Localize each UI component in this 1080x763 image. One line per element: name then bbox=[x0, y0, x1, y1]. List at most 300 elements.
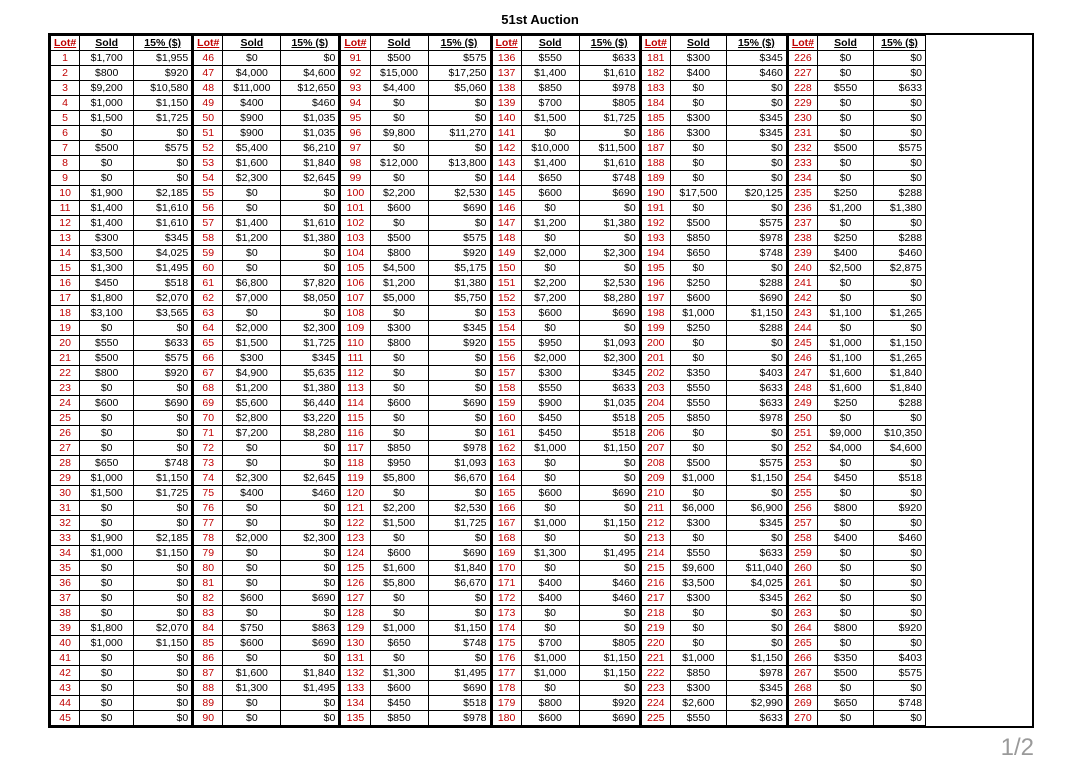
table-row bbox=[340, 561, 490, 576]
sold-amount: $2,300 bbox=[223, 171, 281, 186]
lot-number: 111 bbox=[340, 351, 370, 366]
premium-amount: $1,725 bbox=[134, 486, 192, 501]
premium-amount: $1,840 bbox=[874, 381, 926, 396]
sold-amount: $900 bbox=[521, 396, 579, 411]
lot-number: 253 bbox=[788, 456, 818, 471]
lot-number: 238 bbox=[788, 231, 818, 246]
table-row bbox=[193, 381, 339, 396]
sold-amount: $0 bbox=[370, 381, 428, 396]
table-row bbox=[193, 636, 339, 651]
premium-amount: $0 bbox=[726, 81, 786, 96]
lot-number: 115 bbox=[340, 411, 370, 426]
header-row bbox=[51, 36, 192, 51]
premium-amount: $633 bbox=[726, 711, 786, 726]
table-row bbox=[492, 216, 640, 231]
sold-amount: $17,500 bbox=[670, 186, 726, 201]
premium-amount: $0 bbox=[428, 591, 490, 606]
premium-amount: $0 bbox=[281, 201, 339, 216]
lot-number: 132 bbox=[340, 666, 370, 681]
premium-amount: $4,600 bbox=[281, 66, 339, 81]
sold-amount: $0 bbox=[521, 261, 579, 276]
lot-number: 118 bbox=[340, 456, 370, 471]
lot-number: 77 bbox=[193, 516, 223, 531]
sold-amount: $4,500 bbox=[370, 261, 428, 276]
table-row bbox=[51, 651, 192, 666]
premium-amount: $6,210 bbox=[281, 141, 339, 156]
table-row bbox=[492, 336, 640, 351]
sold-amount: $0 bbox=[223, 201, 281, 216]
premium-amount: $0 bbox=[726, 636, 786, 651]
table-row bbox=[788, 126, 926, 141]
premium-amount: $690 bbox=[134, 396, 192, 411]
lot-number: 79 bbox=[193, 546, 223, 561]
lot-number: 44 bbox=[51, 696, 80, 711]
sold-amount: $0 bbox=[223, 456, 281, 471]
lot-number: 191 bbox=[641, 201, 671, 216]
premium-amount: $1,610 bbox=[134, 201, 192, 216]
lot-number: 123 bbox=[340, 531, 370, 546]
premium-amount: $0 bbox=[874, 51, 926, 66]
sold-amount: $0 bbox=[223, 546, 281, 561]
premium-amount: $345 bbox=[726, 111, 786, 126]
premium-amount: $1,150 bbox=[579, 516, 639, 531]
premium-amount: $1,725 bbox=[579, 111, 639, 126]
premium-amount: $345 bbox=[134, 231, 192, 246]
table-row bbox=[51, 216, 192, 231]
table-row bbox=[340, 606, 490, 621]
table-row bbox=[641, 156, 787, 171]
premium-amount: $0 bbox=[874, 606, 926, 621]
lot-number: 34 bbox=[51, 546, 80, 561]
table-row bbox=[193, 426, 339, 441]
premium-amount: $920 bbox=[134, 66, 192, 81]
page-number: 1/2 bbox=[1000, 734, 1034, 761]
lot-number: 262 bbox=[788, 591, 818, 606]
sold-amount: $500 bbox=[818, 666, 874, 681]
sold-amount: $600 bbox=[521, 306, 579, 321]
lot-number: 30 bbox=[51, 486, 80, 501]
lot-number: 267 bbox=[788, 666, 818, 681]
lot-number: 124 bbox=[340, 546, 370, 561]
table-row bbox=[788, 216, 926, 231]
premium-amount: $0 bbox=[281, 441, 339, 456]
lot-number: 255 bbox=[788, 486, 818, 501]
sold-amount: $1,000 bbox=[670, 471, 726, 486]
premium-amount: $2,530 bbox=[428, 186, 490, 201]
sold-amount: $250 bbox=[670, 276, 726, 291]
table-row bbox=[788, 66, 926, 81]
lot-number: 95 bbox=[340, 111, 370, 126]
lot-number: 93 bbox=[340, 81, 370, 96]
sold-amount: $0 bbox=[670, 201, 726, 216]
table-row bbox=[492, 606, 640, 621]
lot-number: 141 bbox=[492, 126, 522, 141]
premium-amount: $0 bbox=[579, 606, 639, 621]
lot-number: 242 bbox=[788, 291, 818, 306]
lot-number: 164 bbox=[492, 471, 522, 486]
sold-amount: $1,700 bbox=[80, 51, 134, 66]
sold-amount: $600 bbox=[370, 546, 428, 561]
sold-amount: $0 bbox=[670, 531, 726, 546]
lot-number: 4 bbox=[51, 96, 80, 111]
premium-amount: $690 bbox=[579, 186, 639, 201]
premium-amount: $0 bbox=[428, 606, 490, 621]
pct-header: 15% ($) bbox=[874, 36, 926, 51]
lot-number: 133 bbox=[340, 681, 370, 696]
sold-amount: $5,800 bbox=[370, 576, 428, 591]
lot-number: 5 bbox=[51, 111, 80, 126]
table-row bbox=[193, 111, 339, 126]
premium-amount: $0 bbox=[134, 606, 192, 621]
sold-amount: $800 bbox=[818, 501, 874, 516]
premium-amount: $0 bbox=[134, 156, 192, 171]
sold-amount: $800 bbox=[521, 696, 579, 711]
table-row bbox=[193, 231, 339, 246]
table-row bbox=[51, 171, 192, 186]
sold-amount: $1,000 bbox=[370, 621, 428, 636]
lot-number: 134 bbox=[340, 696, 370, 711]
lot-number: 42 bbox=[51, 666, 80, 681]
table-row bbox=[340, 471, 490, 486]
table-row bbox=[641, 606, 787, 621]
sold-amount: $1,000 bbox=[80, 471, 134, 486]
sold-amount: $950 bbox=[521, 336, 579, 351]
table-row bbox=[193, 171, 339, 186]
premium-amount: $2,070 bbox=[134, 291, 192, 306]
lot-number: 129 bbox=[340, 621, 370, 636]
lot-number: 52 bbox=[193, 141, 223, 156]
sold-amount: $1,000 bbox=[80, 546, 134, 561]
lot-number: 188 bbox=[641, 156, 671, 171]
sold-amount: $0 bbox=[818, 216, 874, 231]
lot-number: 38 bbox=[51, 606, 80, 621]
lot-number: 73 bbox=[193, 456, 223, 471]
lot-number: 222 bbox=[641, 666, 671, 681]
sold-amount: $0 bbox=[223, 561, 281, 576]
lot-number: 245 bbox=[788, 336, 818, 351]
lot-number: 193 bbox=[641, 231, 671, 246]
sold-amount: $2,600 bbox=[670, 696, 726, 711]
premium-amount: $1,610 bbox=[281, 216, 339, 231]
table-row bbox=[641, 336, 787, 351]
lot-number: 152 bbox=[492, 291, 522, 306]
premium-amount: $0 bbox=[134, 576, 192, 591]
lot-number: 51 bbox=[193, 126, 223, 141]
sold-amount: $550 bbox=[670, 711, 726, 726]
lot-number: 28 bbox=[51, 456, 80, 471]
sold-amount: $0 bbox=[521, 531, 579, 546]
sold-amount: $2,200 bbox=[370, 186, 428, 201]
sold-amount: $0 bbox=[370, 591, 428, 606]
sold-amount: $4,900 bbox=[223, 366, 281, 381]
table-row bbox=[193, 291, 339, 306]
table-row bbox=[492, 156, 640, 171]
lot-number: 169 bbox=[492, 546, 522, 561]
lot-number: 125 bbox=[340, 561, 370, 576]
premium-amount: $0 bbox=[874, 276, 926, 291]
premium-amount: $1,610 bbox=[579, 156, 639, 171]
lot-number: 148 bbox=[492, 231, 522, 246]
lot-number: 3 bbox=[51, 81, 80, 96]
sold-amount: $0 bbox=[80, 606, 134, 621]
lot-number: 59 bbox=[193, 246, 223, 261]
table-row bbox=[492, 546, 640, 561]
lot-number: 31 bbox=[51, 501, 80, 516]
lot-number: 239 bbox=[788, 246, 818, 261]
table-row bbox=[340, 261, 490, 276]
premium-amount: $748 bbox=[428, 636, 490, 651]
lot-number: 116 bbox=[340, 426, 370, 441]
sold-amount: $0 bbox=[670, 426, 726, 441]
lot-number: 247 bbox=[788, 366, 818, 381]
sold-amount: $0 bbox=[370, 606, 428, 621]
table-row bbox=[193, 96, 339, 111]
lot-number: 64 bbox=[193, 321, 223, 336]
sold-amount: $0 bbox=[223, 306, 281, 321]
sold-amount: $0 bbox=[370, 306, 428, 321]
table-row bbox=[492, 441, 640, 456]
table-row bbox=[492, 366, 640, 381]
premium-amount: $920 bbox=[428, 336, 490, 351]
sold-amount: $0 bbox=[80, 696, 134, 711]
premium-amount: $1,380 bbox=[579, 216, 639, 231]
sold-header: Sold bbox=[223, 36, 281, 51]
table-row bbox=[641, 666, 787, 681]
table-row bbox=[51, 66, 192, 81]
table-row bbox=[51, 126, 192, 141]
lot-number: 205 bbox=[641, 411, 671, 426]
premium-amount: $2,300 bbox=[281, 531, 339, 546]
lot-number: 219 bbox=[641, 621, 671, 636]
premium-amount: $0 bbox=[874, 411, 926, 426]
premium-amount: $1,093 bbox=[579, 336, 639, 351]
lot-number: 120 bbox=[340, 486, 370, 501]
table-row bbox=[51, 186, 192, 201]
premium-amount: $0 bbox=[281, 516, 339, 531]
table-row bbox=[641, 411, 787, 426]
premium-amount: $633 bbox=[726, 381, 786, 396]
premium-amount: $7,820 bbox=[281, 276, 339, 291]
table-row bbox=[788, 711, 926, 726]
table-row bbox=[641, 426, 787, 441]
pct-header: 15% ($) bbox=[579, 36, 639, 51]
premium-amount: $1,150 bbox=[428, 621, 490, 636]
lot-number: 151 bbox=[492, 276, 522, 291]
table-row bbox=[51, 606, 192, 621]
table-row bbox=[788, 636, 926, 651]
sold-amount: $500 bbox=[370, 51, 428, 66]
table-row bbox=[641, 696, 787, 711]
table-row bbox=[788, 246, 926, 261]
sold-amount: $350 bbox=[670, 366, 726, 381]
premium-amount: $1,265 bbox=[874, 306, 926, 321]
sold-amount: $550 bbox=[670, 381, 726, 396]
premium-amount: $748 bbox=[134, 456, 192, 471]
premium-amount: $345 bbox=[726, 516, 786, 531]
lot-number: 250 bbox=[788, 411, 818, 426]
sold-amount: $0 bbox=[80, 126, 134, 141]
premium-amount: $690 bbox=[281, 636, 339, 651]
table-row bbox=[340, 66, 490, 81]
premium-amount: $1,840 bbox=[281, 666, 339, 681]
premium-amount: $0 bbox=[726, 336, 786, 351]
premium-amount: $288 bbox=[874, 231, 926, 246]
table-row bbox=[641, 711, 787, 726]
sold-amount: $0 bbox=[80, 501, 134, 516]
table-row bbox=[492, 516, 640, 531]
lot-number: 53 bbox=[193, 156, 223, 171]
premium-amount: $0 bbox=[428, 411, 490, 426]
premium-amount: $0 bbox=[726, 141, 786, 156]
table-row bbox=[51, 261, 192, 276]
premium-amount: $345 bbox=[726, 681, 786, 696]
table-row bbox=[492, 426, 640, 441]
premium-amount: $1,150 bbox=[134, 471, 192, 486]
premium-amount: $1,150 bbox=[579, 666, 639, 681]
premium-amount: $1,840 bbox=[428, 561, 490, 576]
lot-number: 199 bbox=[641, 321, 671, 336]
table-row bbox=[193, 336, 339, 351]
lot-number: 37 bbox=[51, 591, 80, 606]
table-row bbox=[51, 336, 192, 351]
premium-amount: $0 bbox=[874, 111, 926, 126]
sold-amount: $0 bbox=[370, 651, 428, 666]
sold-amount: $2,000 bbox=[223, 531, 281, 546]
premium-amount: $0 bbox=[874, 126, 926, 141]
table-row bbox=[51, 696, 192, 711]
lot-number: 10 bbox=[51, 186, 80, 201]
table-row bbox=[492, 486, 640, 501]
lot-number: 237 bbox=[788, 216, 818, 231]
premium-amount: $0 bbox=[134, 426, 192, 441]
lot-number: 263 bbox=[788, 606, 818, 621]
premium-amount: $0 bbox=[874, 321, 926, 336]
sold-amount: $300 bbox=[670, 126, 726, 141]
lot-number: 35 bbox=[51, 561, 80, 576]
sold-amount: $1,600 bbox=[223, 156, 281, 171]
lot-number: 227 bbox=[788, 66, 818, 81]
lot-number: 214 bbox=[641, 546, 671, 561]
table-row bbox=[492, 591, 640, 606]
premium-amount: $403 bbox=[726, 366, 786, 381]
premium-amount: $0 bbox=[579, 321, 639, 336]
table-row bbox=[788, 231, 926, 246]
lot-number: 100 bbox=[340, 186, 370, 201]
sold-amount: $1,500 bbox=[223, 336, 281, 351]
premium-amount: $0 bbox=[726, 171, 786, 186]
lot-number: 131 bbox=[340, 651, 370, 666]
lot-number: 215 bbox=[641, 561, 671, 576]
lot-number: 156 bbox=[492, 351, 522, 366]
table-row bbox=[492, 141, 640, 156]
lot-number: 174 bbox=[492, 621, 522, 636]
sold-amount: $0 bbox=[670, 81, 726, 96]
table-row bbox=[340, 441, 490, 456]
sold-amount: $550 bbox=[670, 396, 726, 411]
table-row bbox=[788, 501, 926, 516]
table-row bbox=[492, 51, 640, 66]
premium-amount: $460 bbox=[726, 66, 786, 81]
premium-amount: $0 bbox=[726, 606, 786, 621]
premium-amount: $690 bbox=[428, 396, 490, 411]
premium-amount: $460 bbox=[579, 591, 639, 606]
table-row bbox=[51, 456, 192, 471]
table-row bbox=[641, 126, 787, 141]
lot-number: 179 bbox=[492, 696, 522, 711]
premium-amount: $6,670 bbox=[428, 471, 490, 486]
sold-amount: $1,300 bbox=[223, 681, 281, 696]
lot-number: 192 bbox=[641, 216, 671, 231]
sold-amount: $0 bbox=[80, 576, 134, 591]
table-row bbox=[641, 186, 787, 201]
sold-amount: $2,800 bbox=[223, 411, 281, 426]
premium-amount: $0 bbox=[134, 561, 192, 576]
sold-amount: $0 bbox=[521, 456, 579, 471]
premium-amount: $2,645 bbox=[281, 471, 339, 486]
lot-number: 45 bbox=[51, 711, 80, 726]
sold-amount: $0 bbox=[818, 171, 874, 186]
premium-amount: $5,750 bbox=[428, 291, 490, 306]
premium-amount: $0 bbox=[134, 126, 192, 141]
lot-number: 70 bbox=[193, 411, 223, 426]
table-row bbox=[788, 81, 926, 96]
sold-header: Sold bbox=[670, 36, 726, 51]
premium-amount: $4,025 bbox=[134, 246, 192, 261]
premium-amount: $0 bbox=[428, 651, 490, 666]
sold-amount: $650 bbox=[818, 696, 874, 711]
premium-amount: $8,050 bbox=[281, 291, 339, 306]
lot-number: 50 bbox=[193, 111, 223, 126]
premium-amount: $2,990 bbox=[726, 696, 786, 711]
premium-amount: $6,900 bbox=[726, 501, 786, 516]
premium-amount: $0 bbox=[428, 486, 490, 501]
sold-amount: $1,400 bbox=[521, 66, 579, 81]
sold-amount: $0 bbox=[223, 711, 281, 726]
table-row bbox=[788, 426, 926, 441]
sold-amount: $0 bbox=[670, 606, 726, 621]
lot-number: 46 bbox=[193, 51, 223, 66]
sold-amount: $1,000 bbox=[818, 336, 874, 351]
premium-amount: $2,300 bbox=[579, 246, 639, 261]
table-row bbox=[788, 201, 926, 216]
sold-amount: $15,000 bbox=[370, 66, 428, 81]
premium-amount: $2,070 bbox=[134, 621, 192, 636]
lot-number: 178 bbox=[492, 681, 522, 696]
premium-amount: $0 bbox=[874, 486, 926, 501]
lot-number: 213 bbox=[641, 531, 671, 546]
table-row bbox=[788, 516, 926, 531]
table-row bbox=[193, 486, 339, 501]
table-row bbox=[193, 201, 339, 216]
premium-amount: $575 bbox=[726, 456, 786, 471]
lot-number: 1 bbox=[51, 51, 80, 66]
lot-number: 55 bbox=[193, 186, 223, 201]
premium-amount: $345 bbox=[428, 321, 490, 336]
sold-amount: $1,200 bbox=[370, 276, 428, 291]
table-row bbox=[193, 141, 339, 156]
sold-amount: $0 bbox=[818, 156, 874, 171]
lot-header: Lot# bbox=[51, 36, 80, 51]
premium-amount: $3,220 bbox=[281, 411, 339, 426]
lot-number: 198 bbox=[641, 306, 671, 321]
lot-number: 206 bbox=[641, 426, 671, 441]
lot-number: 183 bbox=[641, 81, 671, 96]
table-row bbox=[51, 366, 192, 381]
lot-number: 203 bbox=[641, 381, 671, 396]
table-row bbox=[492, 381, 640, 396]
table-row bbox=[51, 486, 192, 501]
lot-number: 72 bbox=[193, 441, 223, 456]
